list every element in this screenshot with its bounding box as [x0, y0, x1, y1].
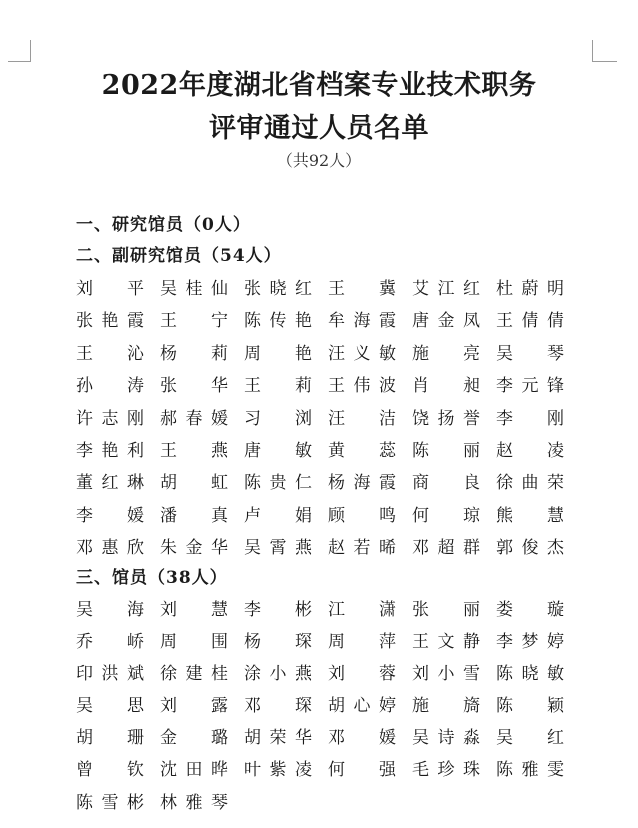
- person-name: 吴红: [496, 728, 564, 749]
- person-name: 邓惠欣: [76, 538, 144, 559]
- person-name: 陈颖: [496, 696, 564, 717]
- total-count: （共92人）: [276, 151, 362, 170]
- person-name: 曾钦: [76, 760, 144, 781]
- person-name: 吴琴: [496, 343, 564, 364]
- person-name: 陈贵仁: [244, 473, 312, 494]
- person-name: 李刚: [496, 408, 564, 429]
- person-name: 叶紫凌: [244, 760, 312, 781]
- person-name: 刘小雪: [412, 664, 480, 685]
- person-name: 周艳: [244, 343, 312, 364]
- person-name: 王伟波: [328, 376, 396, 397]
- person-name: 汪洁: [328, 408, 396, 429]
- person-name: 董红琳: [76, 473, 144, 494]
- person-name: 唐金凤: [412, 311, 480, 332]
- person-name: 吴思: [76, 696, 144, 717]
- person-name: 陈雅雯: [496, 760, 564, 781]
- person-name: 潘真: [160, 505, 228, 526]
- person-name: 杨琛: [244, 632, 312, 653]
- person-name: 毛珍珠: [412, 760, 480, 781]
- person-name: 牟海霞: [328, 311, 396, 332]
- person-name: 商良: [412, 473, 480, 494]
- person-name: 娄璇: [496, 600, 564, 620]
- name-list-librarian: [76, 598, 576, 823]
- person-name: 王冀: [328, 279, 396, 299]
- person-name: 艾江红: [412, 279, 480, 299]
- person-name: 施亮: [412, 343, 480, 364]
- person-name: 吴桂仙: [160, 279, 228, 299]
- person-name: 汪义敏: [328, 343, 396, 364]
- crop-mark-top-right: [593, 61, 617, 62]
- person-name: 肖昶: [412, 376, 480, 397]
- section-heading-research-librarian: 一、研究馆员（0人）: [76, 215, 251, 235]
- person-name: 林雅琴: [160, 792, 228, 813]
- person-name: 陈传艳: [244, 311, 312, 332]
- person-name: 施旖: [412, 696, 480, 717]
- person-name: 顾鸣: [328, 505, 396, 526]
- person-name: 杨海霞: [328, 473, 396, 494]
- person-name: 吴霄燕: [244, 538, 312, 559]
- person-name: 李艳利: [76, 440, 144, 461]
- person-name: 习浏: [244, 408, 312, 429]
- person-name: 刘慧: [160, 600, 228, 620]
- person-name: 陈雪彬: [76, 792, 144, 813]
- person-name: 赵凌: [496, 440, 564, 461]
- person-name: 印洪斌: [76, 664, 144, 685]
- person-name: 刘平: [76, 279, 144, 299]
- person-name: 杨莉: [160, 343, 228, 364]
- person-name: 金璐: [160, 728, 228, 749]
- person-name: 黄蕊: [328, 440, 396, 461]
- person-name: 乔峤: [76, 632, 144, 653]
- person-name: 江潇: [328, 600, 396, 620]
- person-name: 陈晓敏: [496, 664, 564, 685]
- name-list-associate: [76, 277, 576, 569]
- person-name: 李彬: [244, 600, 312, 620]
- person-name: 王燕: [160, 440, 228, 461]
- person-name: 杜蔚明: [496, 279, 564, 299]
- person-name: 周围: [160, 632, 228, 653]
- person-name: 李媛: [76, 505, 144, 526]
- person-name: 张艳霞: [76, 311, 144, 332]
- person-name: 涂小燕: [244, 664, 312, 685]
- person-name: 胡荣华: [244, 728, 312, 749]
- crop-mark-top-right: [592, 40, 593, 62]
- person-name: 胡珊: [76, 728, 144, 749]
- person-name: 徐曲荣: [496, 473, 564, 494]
- person-name: 郝春媛: [160, 408, 228, 429]
- page-title: 2022年度湖北省档案专业技术职务: [101, 70, 537, 101]
- person-name: 邓媛: [328, 728, 396, 749]
- crop-mark-top-left: [30, 40, 31, 62]
- person-name: 刘露: [160, 696, 228, 717]
- person-name: 饶扬誉: [412, 408, 480, 429]
- person-name: 郭俊杰: [496, 538, 564, 559]
- person-name: 李元锋: [496, 376, 564, 397]
- person-name: 邓超群: [412, 538, 480, 559]
- person-name: 唐敏: [244, 440, 312, 461]
- crop-mark-top-left: [8, 61, 30, 62]
- person-name: 沈田晔: [160, 760, 228, 781]
- person-name: 李梦婷: [496, 632, 564, 653]
- person-name: 王宁: [160, 311, 228, 332]
- person-name: 王沁: [76, 343, 144, 364]
- person-name: 卢娟: [244, 505, 312, 526]
- person-name: 王莉: [244, 376, 312, 397]
- person-name: 张华: [160, 376, 228, 397]
- person-name: 周萍: [328, 632, 396, 653]
- person-name: 刘蓉: [328, 664, 396, 685]
- person-name: 朱金华: [160, 538, 228, 559]
- person-name: 赵若晞: [328, 538, 396, 559]
- person-name: 何强: [328, 760, 396, 781]
- section-heading-librarian: 三、馆员（38人）: [76, 568, 228, 588]
- person-name: 吴诗淼: [412, 728, 480, 749]
- person-name: 张丽: [412, 600, 480, 620]
- section-heading-associate-research-librarian: 二、副研究馆员（54人）: [76, 246, 282, 266]
- person-name: 王文静: [412, 632, 480, 653]
- person-name: 张晓红: [244, 279, 312, 299]
- person-name: 孙涛: [76, 376, 144, 397]
- person-name: 胡心婷: [328, 696, 396, 717]
- person-name: 邓琛: [244, 696, 312, 717]
- page-title-line-2: 评审通过人员名单: [209, 113, 429, 144]
- person-name: 熊慧: [496, 505, 564, 526]
- person-name: 徐建桂: [160, 664, 228, 685]
- person-name: 吴海: [76, 600, 144, 620]
- person-name: 许志刚: [76, 408, 144, 429]
- person-name: 王倩倩: [496, 311, 564, 332]
- person-name: 陈丽: [412, 440, 480, 461]
- person-name: 胡虹: [160, 473, 228, 494]
- person-name: 何琼: [412, 505, 480, 526]
